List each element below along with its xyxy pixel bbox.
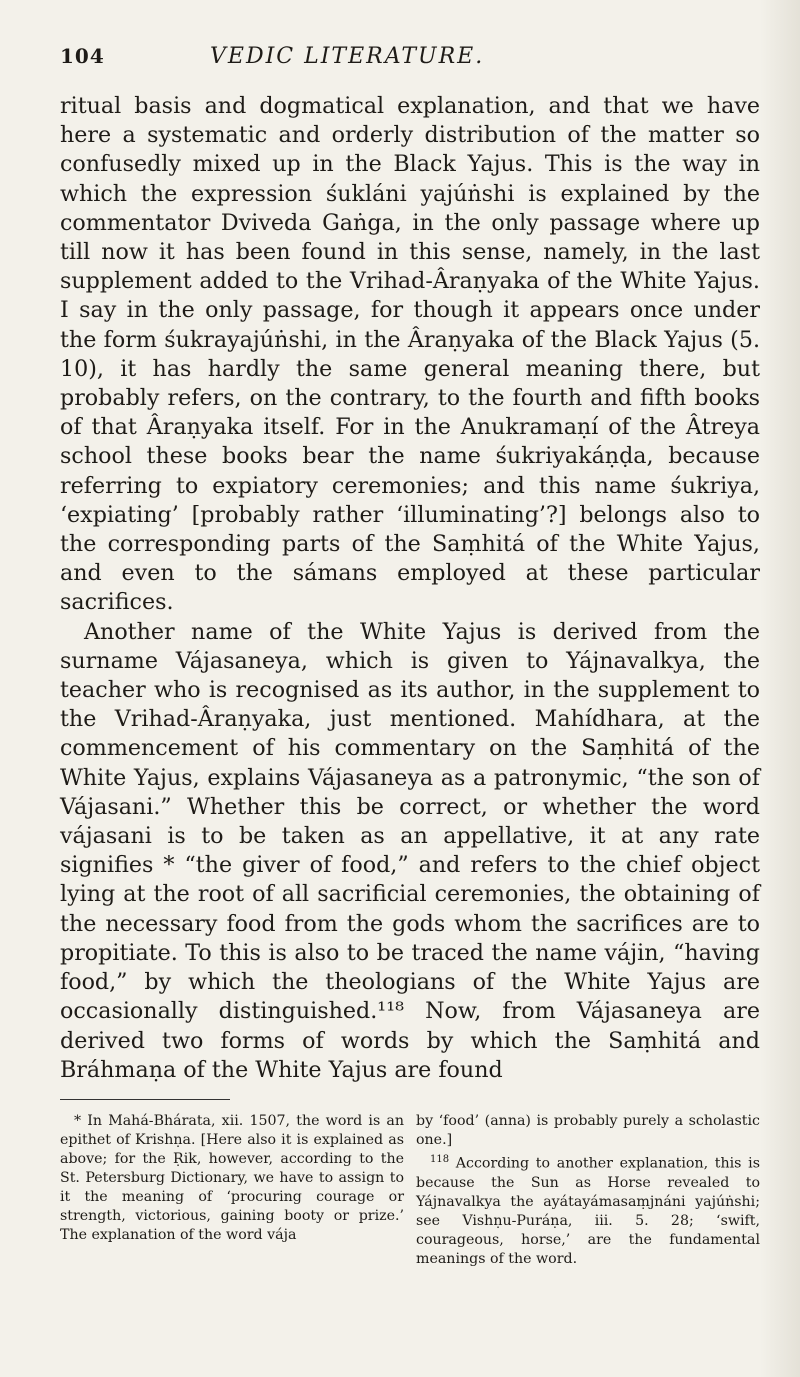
paragraph-2: Another name of the White Yajus is derived from the surname Vájasaneya, which is given to Yájnavalkya, the teacher who is recognised as its author, in the supplement to the Vrihad-Âraṇyaka, just mentioned. Mahídhara, at the commencement of his commentary on the Saṃhitá of the White Yajus, explains Vájasaneya as a patronymic, “the son of Vájasani.” Whether this be correct, or whether the word vájasani is to be taken as an appellative, it at any rate signifies * “the giver of food,” and refers to the chief object lying at the root of all sacrificial ceremonies, the obtaining of the necessary food from the gods whom the sacrifices are to propitiate. To this is also to be traced the name vájin, “having food,” by which the theologians of the White Yajus are occasionally distinguished.¹¹⁸ Now, from Vájasaneya are derived two forms of words by which the Saṃhitá and Bráhmaṇa of the White Yajus are found <box>60 618 760 1083</box>
book-page <box>60 44 760 1269</box>
running-head: VEDIC LITERATURE. <box>210 44 485 69</box>
footnote-divider <box>60 1099 230 1100</box>
paragraph-1: ritual basis and dogmatical explanation, and that we have here a systematic and orderly distribution of the matter so confusedly mixed up in the Black Yajus. This is the way in which the expression śukláni yajúṅshi is explained by the commentator Dviveda Gaṅga, in the only passage where up till now it has been found in this sense, namely, in the last supplement added to the Vrihad-Âraṇyaka of the White Yajus. I say in the only passage, for though it appears once under the form śukrayajúṅshi, in the Âraṇyaka of the Black Yajus (5. 10), it has hardly the same general meaning there, but probably refers, on the contrary, to the fourth and fifth books of that Âraṇyaka itself. For in the Anukramaṇí of the Âtreya school these books bear the name śukriyakáṇḍa, because referring to expiatory ceremonies; and this name śukriya, ‘expiating’ [probably rather ‘illuminating’?] belongs also to the corresponding parts of the Saṃhitá of the White Yajus, and even to the sámans employed at these particular sacrifices. <box>60 93 760 616</box>
footnote-star: * In Mahá-Bhárata, xii. 1507, the word is an epithet of Krishṇa. [Here also it is explained as above; for the Ṛik, however, according to the St. Petersburg Dictionary, we have to assign to it the meaning of ‘procuring courage or strength, victorious, gaining booty or prize.’ The explanation of the word vája <box>60 1112 404 1243</box>
page-header <box>60 44 760 84</box>
footnotes <box>60 1112 760 1269</box>
footnote-right-column <box>416 1112 760 1269</box>
footnote-star-continuation: by ‘food’ (anna) is probably purely a scholastic one.] <box>416 1112 760 1148</box>
main-text <box>60 92 760 1085</box>
page-number: 104 <box>60 44 105 68</box>
footnote-marker: 118 <box>430 1153 450 1165</box>
footnote-118 <box>416 1150 760 1269</box>
footnote-left-column <box>60 1112 404 1269</box>
footnote-118-text: According to another explanation, this is because the Sun as Horse revealed to Yájnavalkya the ayátayámasaṃjnáni yajúṅshi; see Vishṇu-Puráṇa, iii. 5. 28; ‘swift, courageous, horse,’ are the fundamental meanings of the word. <box>416 1155 760 1267</box>
page-edge-shadow <box>760 0 800 1377</box>
